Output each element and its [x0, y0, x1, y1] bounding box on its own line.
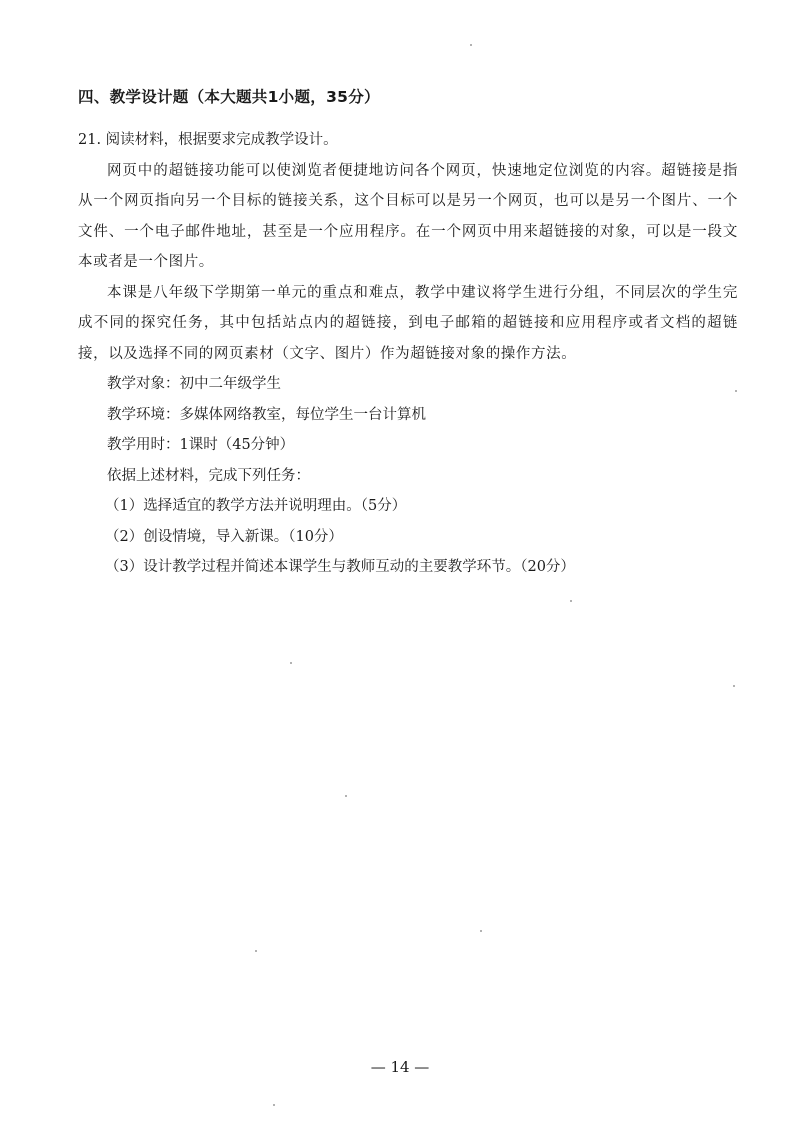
- scan-speck: [733, 685, 735, 687]
- material-paragraph-2: 本课是八年级下学期第一单元的重点和难点，教学中建议将学生进行分组，不同层次的学生完成不同的探究任务，其中包括站点内的超链接，到电子邮箱的超链接和应用程序或者文档的超链接，以及选择不同的网页素材（文字、图片）作为超链接对象的操作方法。: [78, 284, 738, 362]
- scan-speck: [290, 662, 292, 664]
- question-21: [78, 125, 738, 583]
- scan-speck: [255, 950, 257, 952]
- scan-speck: [480, 930, 482, 932]
- scan-speck: [273, 1104, 275, 1106]
- task-item: （1）选择适宜的教学方法并说明理由。（5分）: [105, 498, 407, 514]
- page-number: — 14 —: [370, 1058, 430, 1076]
- scan-speck: [470, 44, 472, 46]
- scan-speck: [735, 390, 737, 392]
- teaching-environment: 教学环境：多媒体网络教室，每位学生一台计算机: [107, 406, 426, 423]
- task-item: （3）设计教学过程并简述本课学生与教师互动的主要教学环节。（20分）: [105, 559, 575, 575]
- teaching-duration: 教学用时：1课时（45分钟）: [107, 437, 295, 453]
- scan-speck: [345, 795, 347, 797]
- scan-speck: [570, 600, 572, 602]
- task-instruction: 依据上述材料，完成下列任务：: [107, 467, 310, 484]
- question-stem: 21. 阅读材料，根据要求完成教学设计。: [78, 132, 338, 148]
- teaching-target: 教学对象：初中二年级学生: [107, 376, 281, 392]
- section-title: 四、教学设计题（本大题共1小题，35分）: [78, 88, 380, 106]
- material-paragraph-1: 网页中的超链接功能可以使浏览者便捷地访问各个网页，快速地定位浏览的内容。超链接是指从一个网页指向另一个目标的链接关系，这个目标可以是另一个网页，也可以是另一个图片、一个文件、一个电子邮件地址，甚至是一个应用程序。在一个网页中用来超链接的对象，可以是一段文本或者是一个图片。: [78, 162, 738, 270]
- task-item: （2）创设情境，导入新课。（10分）: [105, 528, 343, 545]
